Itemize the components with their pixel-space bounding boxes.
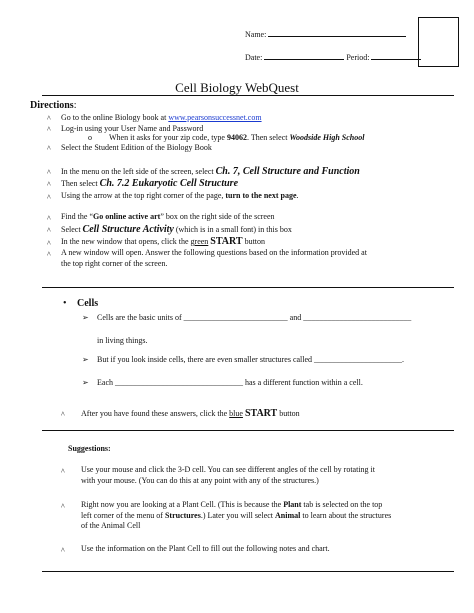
- date-label: Date:: [245, 53, 263, 62]
- direction-item-1: Go to the online Biology book at www.pearsonsuccessnet.com: [61, 113, 262, 122]
- name-label: Name:: [245, 30, 267, 39]
- title-divider: [42, 95, 454, 96]
- suggestions-heading: Suggestions:: [68, 444, 111, 453]
- arrow-icon: ➢: [82, 355, 89, 364]
- section-divider-3: [42, 571, 454, 572]
- date-row: [245, 51, 421, 63]
- page-title: Cell Biology WebQuest: [175, 80, 299, 95]
- bullet-icon: ^: [47, 239, 51, 248]
- suggestion-2: Right now you are looking at a Plant Cell. (This is because the Plant tab is selected on the top left corner of the menu of Structures.) Later you will select Animal to learn about the structures of the Animal Cell: [81, 500, 392, 531]
- bullet-icon: ^: [47, 250, 51, 259]
- bullet-icon: ^: [47, 168, 51, 177]
- blank-field[interactable]: ___________________________: [303, 313, 412, 322]
- cells-question-1: Cells are the basic units of __________________________ and ___________________________: [97, 313, 412, 322]
- direction-item-9: In the new window that opens, click the green START button: [61, 236, 266, 247]
- direction-item-5: Then select Ch. 7.2 Eukaryotic Cell Structure: [61, 178, 239, 189]
- period-field[interactable]: [371, 51, 421, 60]
- suggestion-3: Use the information on the Plant Cell to fill out the following notes and chart.: [81, 544, 330, 553]
- cells-question-1-line-2: in living things.: [97, 336, 148, 345]
- blue-word: blue: [229, 409, 243, 418]
- name-row: [245, 28, 406, 40]
- date-field[interactable]: [264, 51, 344, 60]
- bullet-icon: ^: [47, 226, 51, 235]
- arrow-icon: ➢: [82, 313, 89, 322]
- cells-heading: Cells: [77, 298, 99, 309]
- start-button[interactable]: START: [210, 236, 243, 247]
- bullet-icon: ^: [47, 114, 51, 123]
- bullet-icon: ^: [61, 502, 65, 511]
- name-field[interactable]: [268, 28, 406, 37]
- score-box: [418, 17, 459, 67]
- bullet-icon: ^: [47, 193, 51, 202]
- direction-item-8: Select Cell Structure Activity (which is in a small font) in this box: [61, 224, 292, 235]
- suggestion-1: Use your mouse and click the 3-D cell. You can see different angles of the cell by rotating it with your mouse. (You can do this at any point with any of the structures.): [81, 465, 375, 485]
- blank-field[interactable]: __________________________: [183, 313, 288, 322]
- pearson-link[interactable]: www.pearsonsuccessnet.com: [168, 113, 262, 122]
- cells-question-3: Each ________________________________ has a different function within a cell.: [97, 378, 363, 387]
- blank-field[interactable]: ________________________________: [115, 378, 243, 387]
- start-button-blue[interactable]: START: [244, 408, 278, 419]
- after-instruction: After you have found these answers, click the blue START button: [81, 408, 300, 419]
- section-divider-2: [42, 430, 454, 431]
- bullet-icon: ^: [47, 144, 51, 153]
- direction-item-7: Find the “Go online active art” box on the right side of the screen: [61, 212, 275, 221]
- bullet-icon: ^: [47, 214, 51, 223]
- bullet-icon: ^: [47, 180, 51, 189]
- blank-field[interactable]: ______________________: [314, 355, 403, 364]
- arrow-icon: ➢: [82, 378, 89, 387]
- cells-bullet: •: [63, 298, 67, 309]
- direction-item-10: A new window will open. Answer the following questions based on the information provided at the top right corner of the screen.: [61, 248, 367, 268]
- bullet-icon: ^: [61, 410, 65, 419]
- sub-bullet: o: [88, 133, 92, 142]
- direction-item-4: In the menu on the left side of the screen, select Ch. 7, Cell Structure and Function: [61, 166, 360, 177]
- bullet-icon: ^: [47, 125, 51, 134]
- direction-item-3: Select the Student Edition of the Biology Book: [61, 143, 212, 152]
- direction-item-6: Using the arrow at the top right corner of the page, turn to the next page.: [61, 191, 299, 200]
- direction-item-2: Log-in using your User Name and Password: [61, 124, 204, 133]
- green-word: green: [190, 237, 209, 246]
- section-divider-1: [42, 287, 454, 288]
- cells-question-2: But if you look inside cells, there are even smaller structures called ______________________.: [97, 355, 405, 364]
- bullet-icon: ^: [61, 546, 65, 555]
- period-label: Period:: [346, 53, 370, 62]
- bullet-icon: ^: [61, 467, 65, 476]
- direction-item-2-sub: When it asks for your zip code, type 94062. Then select Woodside High School: [109, 133, 365, 142]
- directions-heading: Directions:: [30, 100, 77, 111]
